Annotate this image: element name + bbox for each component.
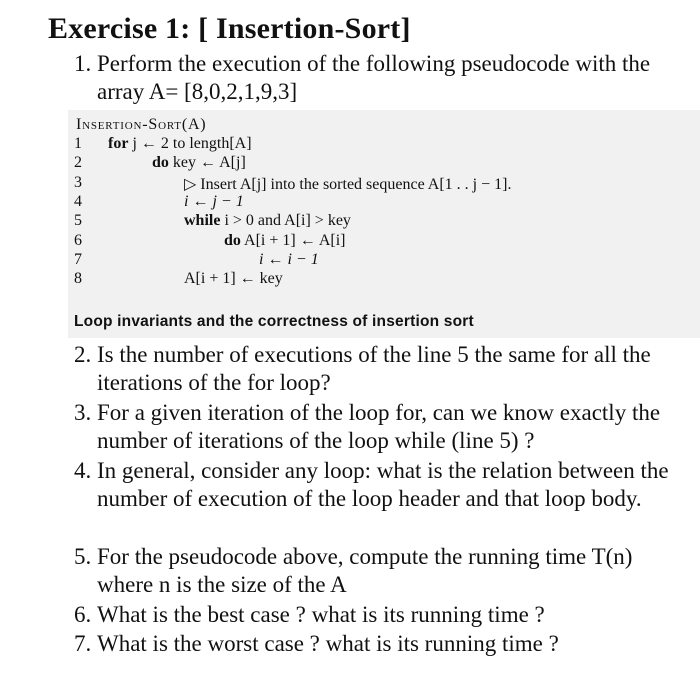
question-4 — [74, 457, 689, 513]
pseudocode-block — [68, 110, 700, 338]
code-text: j ← 2 to length[A] — [128, 135, 252, 152]
exercise-title: Exercise 1: [ Insertion-Sort] — [48, 12, 411, 45]
question-6 — [74, 601, 689, 629]
question-number: 1. — [74, 51, 92, 76]
keyword: for — [108, 135, 129, 152]
question-text: Is the number of executions of the line 5 the same for all the iterations of the for loop? — [97, 342, 651, 395]
question-text: What is the best case ? what is its running time ? — [97, 602, 545, 627]
code-text: A[i + 1] ← key — [184, 270, 283, 287]
line-number: 1 — [74, 135, 82, 152]
line-number: 6 — [74, 232, 82, 249]
question-text: For a given iteration of the loop for, can we know exactly the number of iterations of the loop while (line 5) ? — [97, 400, 661, 453]
question-5 — [74, 543, 689, 599]
question-number: 2. — [74, 342, 92, 367]
question-3 — [74, 399, 689, 455]
question-1 — [74, 50, 689, 106]
question-7 — [74, 630, 689, 658]
keyword: while — [184, 212, 221, 229]
line-number: 4 — [74, 193, 82, 210]
line-number: 7 — [74, 251, 82, 268]
section-subheading: Loop invariants and the correctness of insertion sort — [74, 313, 474, 330]
question-2 — [74, 341, 689, 397]
question-number: 5. — [74, 544, 92, 569]
question-text: What is the worst case ? what is its running time ? — [97, 631, 559, 656]
question-number: 3. — [74, 400, 92, 425]
pseudocode-name: Insertion-Sort(A) — [76, 116, 207, 133]
question-text: In general, consider any loop: what is the relation between the number of execution of the loop header and that loop body. — [97, 458, 669, 511]
line-number: 5 — [74, 212, 82, 229]
code-text: key ← A[j] — [168, 154, 246, 171]
keyword: do — [224, 232, 241, 249]
question-number: 7. — [74, 631, 92, 656]
question-number: 6. — [74, 602, 92, 627]
line-number: 3 — [74, 174, 82, 191]
question-number: 4. — [74, 458, 92, 483]
keyword: do — [152, 154, 169, 171]
code-text: A[i + 1] ← A[i] — [240, 232, 346, 249]
code-text: i > 0 and A[i] > key — [220, 212, 351, 229]
code-text: ▷ Insert A[j] into the sorted sequence A[1 . . j − 1]. — [184, 176, 512, 193]
code-text: i ← i − 1 — [259, 251, 319, 268]
line-number: 8 — [74, 270, 82, 287]
question-text: Perform the execution of the following pseudocode with the array A= [8,0,2,1,9,3] — [97, 51, 651, 104]
line-number: 2 — [74, 154, 82, 171]
code-text: i ← j − 1 — [184, 193, 244, 210]
question-text: For the pseudocode above, compute the running time T(n) where n is the size of the A — [97, 544, 633, 597]
